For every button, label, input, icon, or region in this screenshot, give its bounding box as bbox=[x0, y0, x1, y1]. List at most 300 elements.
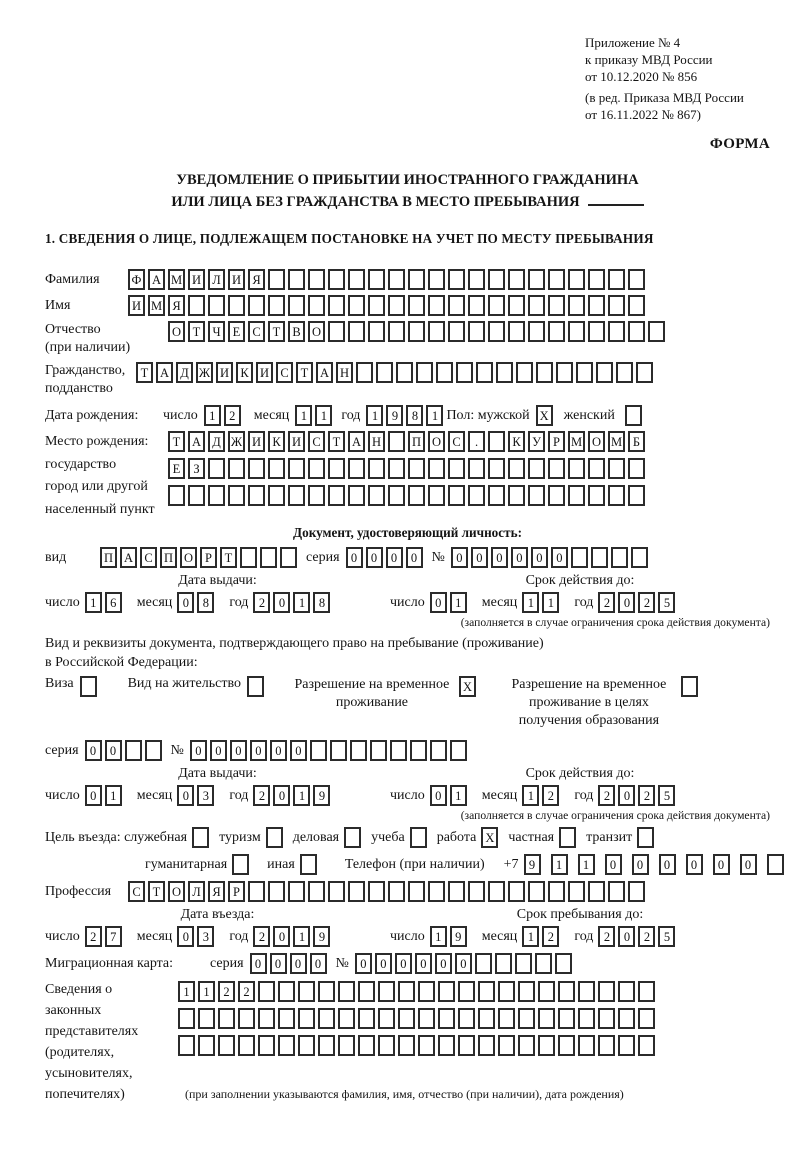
char-box[interactable]: 0 bbox=[415, 953, 432, 974]
char-box[interactable] bbox=[390, 740, 407, 761]
char-box[interactable]: 9 bbox=[386, 405, 403, 426]
char-box[interactable] bbox=[350, 740, 367, 761]
char-box[interactable] bbox=[548, 269, 565, 290]
char-box[interactable] bbox=[648, 321, 665, 342]
char-box[interactable] bbox=[528, 881, 545, 902]
char-box[interactable] bbox=[508, 295, 525, 316]
char-box[interactable] bbox=[608, 458, 625, 479]
char-box[interactable] bbox=[348, 269, 365, 290]
char-box[interactable] bbox=[178, 1008, 195, 1029]
char-box[interactable] bbox=[428, 458, 445, 479]
char-box[interactable] bbox=[468, 881, 485, 902]
char-box[interactable]: 0 bbox=[430, 785, 447, 806]
char-box[interactable] bbox=[268, 295, 285, 316]
char-box[interactable]: 1 bbox=[450, 785, 467, 806]
char-box[interactable] bbox=[192, 827, 209, 848]
char-box[interactable]: А bbox=[188, 431, 205, 452]
char-box[interactable]: 2 bbox=[638, 592, 655, 613]
char-box[interactable]: Ж bbox=[196, 362, 213, 383]
char-box[interactable]: У bbox=[528, 431, 545, 452]
char-box[interactable] bbox=[608, 269, 625, 290]
char-box[interactable] bbox=[348, 881, 365, 902]
char-box[interactable] bbox=[368, 485, 385, 506]
char-box[interactable] bbox=[208, 458, 225, 479]
char-box[interactable]: 0 bbox=[250, 953, 267, 974]
char-box[interactable] bbox=[508, 485, 525, 506]
char-box[interactable]: 5 bbox=[658, 926, 675, 947]
char-box[interactable]: В bbox=[288, 321, 305, 342]
char-box[interactable] bbox=[468, 321, 485, 342]
char-box[interactable]: 0 bbox=[406, 547, 423, 568]
char-box[interactable]: 0 bbox=[270, 953, 287, 974]
char-box[interactable]: 2 bbox=[638, 785, 655, 806]
char-box[interactable] bbox=[278, 1035, 295, 1056]
char-box[interactable]: 8 bbox=[313, 592, 330, 613]
char-box[interactable] bbox=[288, 485, 305, 506]
char-box[interactable] bbox=[408, 485, 425, 506]
char-box[interactable]: 8 bbox=[197, 592, 214, 613]
char-box[interactable] bbox=[508, 269, 525, 290]
char-box[interactable] bbox=[555, 953, 572, 974]
char-box[interactable] bbox=[548, 321, 565, 342]
char-box[interactable]: 2 bbox=[598, 592, 615, 613]
char-box[interactable]: А bbox=[120, 547, 137, 568]
char-box[interactable] bbox=[268, 269, 285, 290]
char-box[interactable] bbox=[767, 854, 784, 875]
char-box[interactable]: 0 bbox=[618, 785, 635, 806]
char-box[interactable] bbox=[538, 981, 555, 1002]
char-box[interactable] bbox=[368, 321, 385, 342]
char-box[interactable]: 0 bbox=[250, 740, 267, 761]
char-box[interactable] bbox=[348, 485, 365, 506]
char-box[interactable] bbox=[398, 981, 415, 1002]
char-box[interactable]: 2 bbox=[238, 981, 255, 1002]
char-box[interactable] bbox=[428, 881, 445, 902]
char-box[interactable]: Д bbox=[176, 362, 193, 383]
char-box[interactable] bbox=[398, 1035, 415, 1056]
char-box[interactable] bbox=[228, 485, 245, 506]
char-box[interactable]: П bbox=[408, 431, 425, 452]
char-box[interactable] bbox=[388, 458, 405, 479]
char-box[interactable] bbox=[478, 981, 495, 1002]
char-box[interactable]: Я bbox=[168, 295, 185, 316]
char-box[interactable]: 0 bbox=[177, 785, 194, 806]
char-box[interactable] bbox=[288, 269, 305, 290]
char-box[interactable] bbox=[368, 269, 385, 290]
char-box[interactable]: 0 bbox=[346, 547, 363, 568]
char-box[interactable] bbox=[418, 1035, 435, 1056]
char-box[interactable] bbox=[358, 1035, 375, 1056]
char-box[interactable]: 0 bbox=[210, 740, 227, 761]
char-box[interactable] bbox=[228, 295, 245, 316]
char-box[interactable] bbox=[248, 485, 265, 506]
char-box[interactable] bbox=[428, 485, 445, 506]
char-box[interactable] bbox=[198, 1035, 215, 1056]
char-box[interactable] bbox=[358, 981, 375, 1002]
char-box[interactable]: 9 bbox=[524, 854, 541, 875]
char-box[interactable] bbox=[436, 362, 453, 383]
char-box[interactable] bbox=[416, 362, 433, 383]
char-box[interactable]: 0 bbox=[355, 953, 372, 974]
char-box[interactable] bbox=[288, 458, 305, 479]
char-box[interactable] bbox=[448, 321, 465, 342]
char-box[interactable] bbox=[625, 405, 642, 426]
char-box[interactable]: Ж bbox=[228, 431, 245, 452]
char-box[interactable] bbox=[318, 981, 335, 1002]
char-box[interactable]: 1 bbox=[542, 592, 559, 613]
char-box[interactable]: 8 bbox=[406, 405, 423, 426]
char-box[interactable]: К bbox=[236, 362, 253, 383]
char-box[interactable]: И bbox=[248, 431, 265, 452]
char-box[interactable]: И bbox=[256, 362, 273, 383]
char-box[interactable] bbox=[408, 295, 425, 316]
char-box[interactable]: 1 bbox=[578, 854, 595, 875]
char-box[interactable] bbox=[247, 676, 264, 697]
char-box[interactable] bbox=[410, 827, 427, 848]
char-box[interactable] bbox=[280, 547, 297, 568]
char-box[interactable]: X bbox=[481, 827, 498, 848]
char-box[interactable] bbox=[558, 981, 575, 1002]
char-box[interactable]: Л bbox=[188, 881, 205, 902]
char-box[interactable]: С bbox=[140, 547, 157, 568]
char-box[interactable] bbox=[628, 295, 645, 316]
char-box[interactable] bbox=[418, 1008, 435, 1029]
char-box[interactable]: 0 bbox=[290, 953, 307, 974]
char-box[interactable]: М bbox=[568, 431, 585, 452]
char-box[interactable]: Н bbox=[336, 362, 353, 383]
char-box[interactable] bbox=[268, 881, 285, 902]
char-box[interactable] bbox=[188, 485, 205, 506]
char-box[interactable]: Ф bbox=[128, 269, 145, 290]
char-box[interactable] bbox=[518, 981, 535, 1002]
char-box[interactable] bbox=[588, 458, 605, 479]
char-box[interactable] bbox=[488, 321, 505, 342]
char-box[interactable]: 3 bbox=[197, 926, 214, 947]
char-box[interactable] bbox=[308, 295, 325, 316]
char-box[interactable]: Е bbox=[228, 321, 245, 342]
char-box[interactable] bbox=[535, 953, 552, 974]
char-box[interactable]: 1 bbox=[178, 981, 195, 1002]
char-box[interactable] bbox=[368, 458, 385, 479]
char-box[interactable] bbox=[310, 740, 327, 761]
char-box[interactable] bbox=[428, 321, 445, 342]
char-box[interactable] bbox=[638, 1008, 655, 1029]
char-box[interactable]: О bbox=[180, 547, 197, 568]
char-box[interactable]: З bbox=[188, 458, 205, 479]
char-box[interactable] bbox=[430, 740, 447, 761]
char-box[interactable]: 0 bbox=[273, 592, 290, 613]
char-box[interactable] bbox=[266, 827, 283, 848]
char-box[interactable] bbox=[388, 881, 405, 902]
char-box[interactable] bbox=[576, 362, 593, 383]
char-box[interactable]: 0 bbox=[618, 926, 635, 947]
char-box[interactable] bbox=[258, 1008, 275, 1029]
char-box[interactable] bbox=[556, 362, 573, 383]
char-box[interactable] bbox=[248, 295, 265, 316]
char-box[interactable]: Т bbox=[148, 881, 165, 902]
char-box[interactable] bbox=[596, 362, 613, 383]
char-box[interactable]: 1 bbox=[522, 592, 539, 613]
char-box[interactable]: 0 bbox=[435, 953, 452, 974]
char-box[interactable] bbox=[448, 485, 465, 506]
char-box[interactable] bbox=[396, 362, 413, 383]
char-box[interactable] bbox=[568, 269, 585, 290]
char-box[interactable] bbox=[456, 362, 473, 383]
char-box[interactable] bbox=[238, 1035, 255, 1056]
char-box[interactable] bbox=[338, 981, 355, 1002]
char-box[interactable] bbox=[308, 269, 325, 290]
char-box[interactable] bbox=[356, 362, 373, 383]
char-box[interactable]: 0 bbox=[375, 953, 392, 974]
char-box[interactable] bbox=[370, 740, 387, 761]
char-box[interactable]: И bbox=[228, 269, 245, 290]
char-box[interactable]: О bbox=[588, 431, 605, 452]
char-box[interactable]: 0 bbox=[713, 854, 730, 875]
char-box[interactable] bbox=[240, 547, 257, 568]
char-box[interactable]: 0 bbox=[190, 740, 207, 761]
char-box[interactable] bbox=[458, 1008, 475, 1029]
char-box[interactable] bbox=[478, 1008, 495, 1029]
char-box[interactable]: Е bbox=[168, 458, 185, 479]
char-box[interactable]: 1 bbox=[204, 405, 221, 426]
char-box[interactable]: И bbox=[188, 269, 205, 290]
char-box[interactable] bbox=[178, 1035, 195, 1056]
char-box[interactable] bbox=[238, 1008, 255, 1029]
char-box[interactable] bbox=[338, 1008, 355, 1029]
char-box[interactable] bbox=[638, 1035, 655, 1056]
char-box[interactable] bbox=[298, 1008, 315, 1029]
char-box[interactable]: М bbox=[168, 269, 185, 290]
char-box[interactable]: 1 bbox=[293, 785, 310, 806]
char-box[interactable] bbox=[308, 485, 325, 506]
char-box[interactable] bbox=[638, 981, 655, 1002]
char-box[interactable] bbox=[598, 1035, 615, 1056]
char-box[interactable] bbox=[568, 485, 585, 506]
char-box[interactable] bbox=[428, 269, 445, 290]
char-box[interactable]: М bbox=[148, 295, 165, 316]
char-box[interactable] bbox=[378, 981, 395, 1002]
char-box[interactable] bbox=[448, 881, 465, 902]
char-box[interactable] bbox=[548, 295, 565, 316]
char-box[interactable]: 0 bbox=[177, 926, 194, 947]
char-box[interactable] bbox=[328, 321, 345, 342]
char-box[interactable] bbox=[418, 981, 435, 1002]
char-box[interactable]: 0 bbox=[455, 953, 472, 974]
char-box[interactable]: Т bbox=[168, 431, 185, 452]
char-box[interactable] bbox=[408, 321, 425, 342]
char-box[interactable]: Д bbox=[208, 431, 225, 452]
char-box[interactable] bbox=[568, 458, 585, 479]
char-box[interactable]: О bbox=[168, 321, 185, 342]
char-box[interactable]: О bbox=[308, 321, 325, 342]
char-box[interactable]: Т bbox=[328, 431, 345, 452]
char-box[interactable]: Р bbox=[228, 881, 245, 902]
char-box[interactable] bbox=[498, 981, 515, 1002]
char-box[interactable]: 7 bbox=[105, 926, 122, 947]
char-box[interactable] bbox=[515, 953, 532, 974]
char-box[interactable] bbox=[518, 1008, 535, 1029]
char-box[interactable] bbox=[618, 1008, 635, 1029]
char-box[interactable]: 2 bbox=[638, 926, 655, 947]
char-box[interactable] bbox=[438, 1035, 455, 1056]
char-box[interactable]: 1 bbox=[85, 592, 102, 613]
char-box[interactable]: С bbox=[276, 362, 293, 383]
char-box[interactable] bbox=[318, 1008, 335, 1029]
char-box[interactable] bbox=[498, 1035, 515, 1056]
char-box[interactable]: 0 bbox=[273, 926, 290, 947]
char-box[interactable]: 1 bbox=[293, 592, 310, 613]
char-box[interactable] bbox=[125, 740, 142, 761]
char-box[interactable] bbox=[508, 458, 525, 479]
char-box[interactable]: 0 bbox=[471, 547, 488, 568]
char-box[interactable] bbox=[80, 676, 97, 697]
char-box[interactable]: 5 bbox=[658, 592, 675, 613]
char-box[interactable] bbox=[228, 458, 245, 479]
char-box[interactable] bbox=[145, 740, 162, 761]
char-box[interactable] bbox=[598, 981, 615, 1002]
char-box[interactable]: А bbox=[148, 269, 165, 290]
char-box[interactable] bbox=[408, 458, 425, 479]
char-box[interactable] bbox=[548, 458, 565, 479]
char-box[interactable]: 0 bbox=[686, 854, 703, 875]
char-box[interactable] bbox=[450, 740, 467, 761]
char-box[interactable] bbox=[568, 295, 585, 316]
char-box[interactable] bbox=[468, 485, 485, 506]
char-box[interactable] bbox=[558, 1035, 575, 1056]
char-box[interactable] bbox=[568, 881, 585, 902]
char-box[interactable] bbox=[591, 547, 608, 568]
char-box[interactable]: 0 bbox=[430, 592, 447, 613]
char-box[interactable] bbox=[558, 1008, 575, 1029]
char-box[interactable]: Т bbox=[220, 547, 237, 568]
char-box[interactable] bbox=[388, 485, 405, 506]
char-box[interactable] bbox=[408, 269, 425, 290]
char-box[interactable]: 0 bbox=[230, 740, 247, 761]
char-box[interactable] bbox=[681, 676, 698, 697]
char-box[interactable]: 2 bbox=[218, 981, 235, 1002]
char-box[interactable] bbox=[628, 269, 645, 290]
char-box[interactable] bbox=[588, 881, 605, 902]
char-box[interactable]: 1 bbox=[105, 785, 122, 806]
char-box[interactable]: 2 bbox=[598, 785, 615, 806]
char-box[interactable]: И bbox=[216, 362, 233, 383]
char-box[interactable]: 0 bbox=[366, 547, 383, 568]
char-box[interactable] bbox=[328, 269, 345, 290]
char-box[interactable] bbox=[348, 295, 365, 316]
char-box[interactable] bbox=[258, 1035, 275, 1056]
char-box[interactable] bbox=[475, 953, 492, 974]
char-box[interactable] bbox=[338, 1035, 355, 1056]
char-box[interactable] bbox=[318, 1035, 335, 1056]
char-box[interactable]: 1 bbox=[295, 405, 312, 426]
char-box[interactable] bbox=[588, 485, 605, 506]
char-box[interactable]: 1 bbox=[522, 785, 539, 806]
char-box[interactable] bbox=[495, 953, 512, 974]
char-box[interactable]: 1 bbox=[426, 405, 443, 426]
char-box[interactable] bbox=[588, 321, 605, 342]
char-box[interactable] bbox=[388, 269, 405, 290]
char-box[interactable] bbox=[278, 1008, 295, 1029]
char-box[interactable]: 0 bbox=[270, 740, 287, 761]
char-box[interactable]: X bbox=[459, 676, 476, 697]
char-box[interactable] bbox=[536, 362, 553, 383]
char-box[interactable] bbox=[260, 547, 277, 568]
char-box[interactable] bbox=[588, 269, 605, 290]
char-box[interactable]: 0 bbox=[105, 740, 122, 761]
char-box[interactable]: Л bbox=[208, 269, 225, 290]
char-box[interactable]: 2 bbox=[253, 592, 270, 613]
char-box[interactable] bbox=[538, 1008, 555, 1029]
char-box[interactable]: 5 bbox=[658, 785, 675, 806]
char-box[interactable] bbox=[508, 321, 525, 342]
char-box[interactable]: 1 bbox=[430, 926, 447, 947]
char-box[interactable]: . bbox=[468, 431, 485, 452]
char-box[interactable]: 2 bbox=[253, 785, 270, 806]
char-box[interactable] bbox=[578, 981, 595, 1002]
char-box[interactable] bbox=[468, 458, 485, 479]
char-box[interactable]: 2 bbox=[598, 926, 615, 947]
char-box[interactable] bbox=[358, 1008, 375, 1029]
char-box[interactable] bbox=[438, 981, 455, 1002]
char-box[interactable]: 0 bbox=[659, 854, 676, 875]
char-box[interactable]: 1 bbox=[366, 405, 383, 426]
char-box[interactable]: 2 bbox=[85, 926, 102, 947]
char-box[interactable] bbox=[631, 547, 648, 568]
char-box[interactable] bbox=[496, 362, 513, 383]
char-box[interactable]: Я bbox=[248, 269, 265, 290]
char-box[interactable]: Т bbox=[136, 362, 153, 383]
char-box[interactable]: С bbox=[248, 321, 265, 342]
char-box[interactable]: 0 bbox=[386, 547, 403, 568]
char-box[interactable]: 0 bbox=[177, 592, 194, 613]
char-box[interactable] bbox=[608, 881, 625, 902]
char-box[interactable]: 2 bbox=[542, 926, 559, 947]
char-box[interactable] bbox=[330, 740, 347, 761]
char-box[interactable]: А bbox=[316, 362, 333, 383]
char-box[interactable]: 0 bbox=[551, 547, 568, 568]
char-box[interactable] bbox=[498, 1008, 515, 1029]
char-box[interactable] bbox=[308, 458, 325, 479]
char-box[interactable] bbox=[488, 269, 505, 290]
char-box[interactable] bbox=[528, 458, 545, 479]
char-box[interactable] bbox=[618, 1035, 635, 1056]
char-box[interactable] bbox=[559, 827, 576, 848]
char-box[interactable]: 6 bbox=[105, 592, 122, 613]
char-box[interactable] bbox=[448, 295, 465, 316]
char-box[interactable]: 2 bbox=[253, 926, 270, 947]
char-box[interactable] bbox=[268, 458, 285, 479]
char-box[interactable] bbox=[578, 1008, 595, 1029]
char-box[interactable]: Б bbox=[628, 431, 645, 452]
char-box[interactable] bbox=[208, 485, 225, 506]
char-box[interactable] bbox=[608, 321, 625, 342]
char-box[interactable]: Т bbox=[188, 321, 205, 342]
char-box[interactable] bbox=[368, 881, 385, 902]
char-box[interactable]: 0 bbox=[310, 953, 327, 974]
char-box[interactable] bbox=[616, 362, 633, 383]
char-box[interactable] bbox=[611, 547, 628, 568]
char-box[interactable] bbox=[408, 881, 425, 902]
char-box[interactable] bbox=[588, 295, 605, 316]
char-box[interactable] bbox=[488, 881, 505, 902]
char-box[interactable] bbox=[548, 881, 565, 902]
char-box[interactable] bbox=[628, 881, 645, 902]
char-box[interactable] bbox=[518, 1035, 535, 1056]
char-box[interactable] bbox=[378, 1035, 395, 1056]
char-box[interactable] bbox=[288, 881, 305, 902]
char-box[interactable]: О bbox=[168, 881, 185, 902]
char-box[interactable]: М bbox=[608, 431, 625, 452]
